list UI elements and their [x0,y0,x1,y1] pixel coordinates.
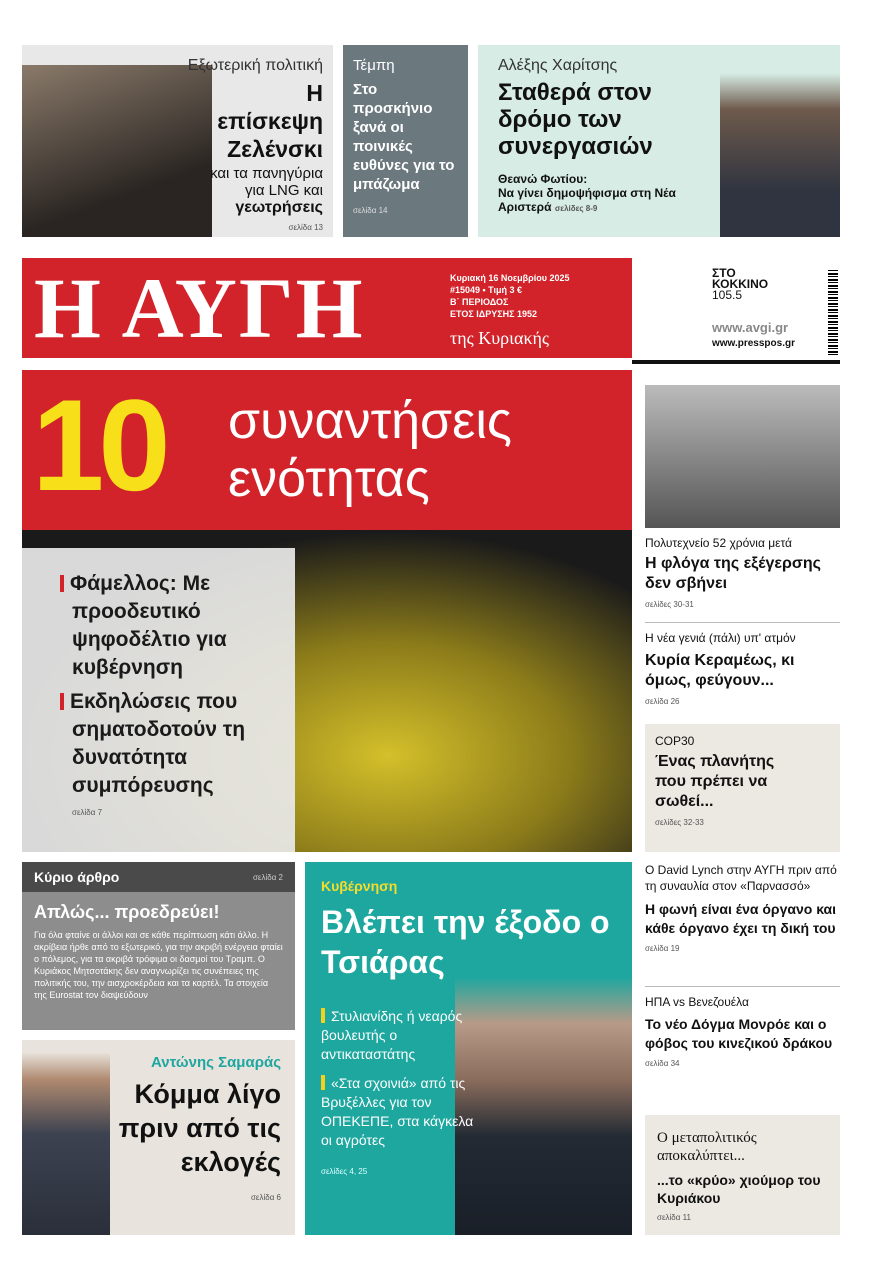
kicker: COP30 [655,734,695,748]
kicker: ΗΠΑ vs Βενεζουέλα [645,995,749,1009]
kicker: Κυβέρνηση [321,878,398,894]
website-link[interactable]: www.avgi.gr [712,320,789,335]
lead-story[interactable] [22,370,632,852]
masthead [22,258,632,358]
barcode [828,270,838,356]
kicker: Εξωτερική πολιτική [187,57,323,74]
page-ref: σελίδα 6 [250,1193,281,1202]
headline: Η επίσκεψη Ζελένσκι [217,80,323,162]
charitsis-photo [720,55,840,237]
side-story[interactable] [645,622,840,706]
headline: Κυρία Κεραμέως, κι όμως, φεύγουν... [645,652,795,689]
page-ref: σελίδα 2 [252,872,283,882]
quote: Να γίνει δημοψήφισμα στη Νέα Αριστερά [498,186,676,214]
side-story[interactable] [645,986,840,1068]
headline: Κόμμα λίγο πριν από τις εκλογές [118,1079,281,1177]
founded: ΕΤΟΣ ΙΔΡΥΣΗΣ 1952 [450,309,538,319]
page-ref: σελίδες 8-9 [554,204,598,213]
lead-headline: συναντήσεις [228,392,512,450]
headline: Το νέο Δόγμα Μονρόε και ο φόβος του κινεζικού δράκου [645,1016,833,1051]
subhead: γεωτρήσεις [235,199,323,216]
kicker: Αλέξης Χαρίτσης [498,57,618,74]
page-ref: σελίδα 7 [72,808,103,817]
teaser-charitsis[interactable] [478,45,840,237]
logo: Η ΑΥΓΗ [34,260,365,356]
lead-number: 10 [32,372,165,518]
radio-logo: ΣΤΟ [712,266,736,280]
page-ref: σελίδα 19 [645,944,680,953]
polytechnic-photo [645,385,840,528]
teaser-tempi[interactable] [343,45,468,237]
government-story[interactable] [305,862,632,1235]
side-story[interactable] [645,862,840,953]
headline: Σταθερά στον δρόμο των συνεργασιών [498,79,653,160]
headline: ...το «κρύο» χιούμορ του Κυριάκου [657,1172,821,1206]
date: Κυριακή 16 Νοεμβρίου 2025 [450,273,570,283]
kicker: Ο μεταπολιτικός αποκαλύπτει... [657,1130,757,1164]
website-link[interactable]: www.presspos.gr [712,338,795,349]
page-ref: σελίδα 26 [645,697,680,706]
divider [632,360,840,364]
headline: Απλώς... προεδρεύει! [34,902,220,922]
headline: Ένας πλανήτης που πρέπει να σωθεί... [655,753,775,810]
headline: Βλέπει την έξοδο ο Τσιάρας [321,904,610,980]
section-label: Κύριο άρθρο [34,869,120,885]
radio-logo: 105.5 [712,288,743,302]
side-story[interactable] [645,385,840,609]
tsiaras-photo [455,977,632,1235]
page-ref: σελίδες 30-31 [645,600,694,609]
issue: #15049 • Τιμή 3 € [450,285,523,295]
samaras-photo [22,1052,110,1235]
headline: Στο προσκήνιο ξανά οι ποινικές ευθύνες για το μπάζωμα [353,81,455,193]
page-ref: σελίδα 11 [657,1213,691,1222]
body-text: Για όλα φταίνε οι άλλοι και σε κάθε περίπτωση κάτι άλλο. Η ακρίβεια ήρθε από το εξωτερικό, για την ακριβή ενέργεια φταίει ο πόλεμος, για τα ακριβά τρόφιμα οι δασμοί του Τραμπ. Ο Κυριάκος Μητσοτάκης δεν αναγνωρίζει τις συνέπειες της πολιτικής του, την αισχροκέρδεια και τα καρτέλ. Τα στοιχεία της Eurostat τον διαψεύδουν [34,930,283,1000]
masthead-right [700,268,840,358]
headline: Η φλόγα της εξέγερσης δεν σβήνει [645,555,821,592]
side-story[interactable] [645,1115,840,1235]
lead-bullet: Εκδηλώσεις που σηματοδοτούν τη δυνατότητα συμπόρευσης [70,690,246,797]
subhead: για LNG και [244,182,323,199]
lead-headline: ενότητας [228,450,430,508]
lead-bullet: Φάμελλος: Με προοδευτικό ψηφοδέλτιο για κυβέρνηση [70,572,227,679]
page-ref: σελίδα 13 [288,223,323,232]
gov-bullet: «Στα σχοινιά» από τις Βρυξέλλες για τον ΟΠΕΚΕΠΕ, στα κάγκελα οι αγρότες [321,1075,474,1148]
gov-bullet: Στυλιανίδης ή νεαρός βουλευτής ο αντικαταστάτης [321,1008,463,1062]
kicker: Τέμπη [353,57,395,74]
page-ref: σελίδες 32-33 [655,818,704,827]
teaser-zelensky[interactable] [22,45,333,237]
page-ref: σελίδα 34 [645,1059,680,1068]
kicker: Ο David Lynch στην ΑΥΓΗ πριν από τη συναυλία στον «Παρνασσό» [645,863,837,893]
subhead: και τα πανηγύρια [210,165,323,182]
headline: Η φωνή είναι ένα όργανο και κάθε όργανο έχει τη δική του [645,901,837,936]
page-ref: σελίδες 4, 25 [321,1167,368,1176]
kicker: Αντώνης Σαμαράς [151,1054,281,1071]
editorial[interactable] [22,862,295,1030]
page-ref: σελίδα 14 [353,206,388,215]
edition: της Κυριακής [450,328,550,348]
samaras-story[interactable] [22,1040,295,1235]
side-story-cop30[interactable] [645,724,840,852]
quote-author: Θεανώ Φωτίου: [498,172,588,186]
kicker: Η νέα γενιά (πάλι) υπ' ατμόν [645,631,796,645]
lead-text-box [22,548,295,852]
period: Β΄ ΠΕΡΙΟΔΟΣ [450,297,509,307]
radio-logo: ΚΟΚΚΙΝΟ [712,277,769,291]
kicker: Πολυτεχνείο 52 χρόνια μετά [645,536,792,550]
